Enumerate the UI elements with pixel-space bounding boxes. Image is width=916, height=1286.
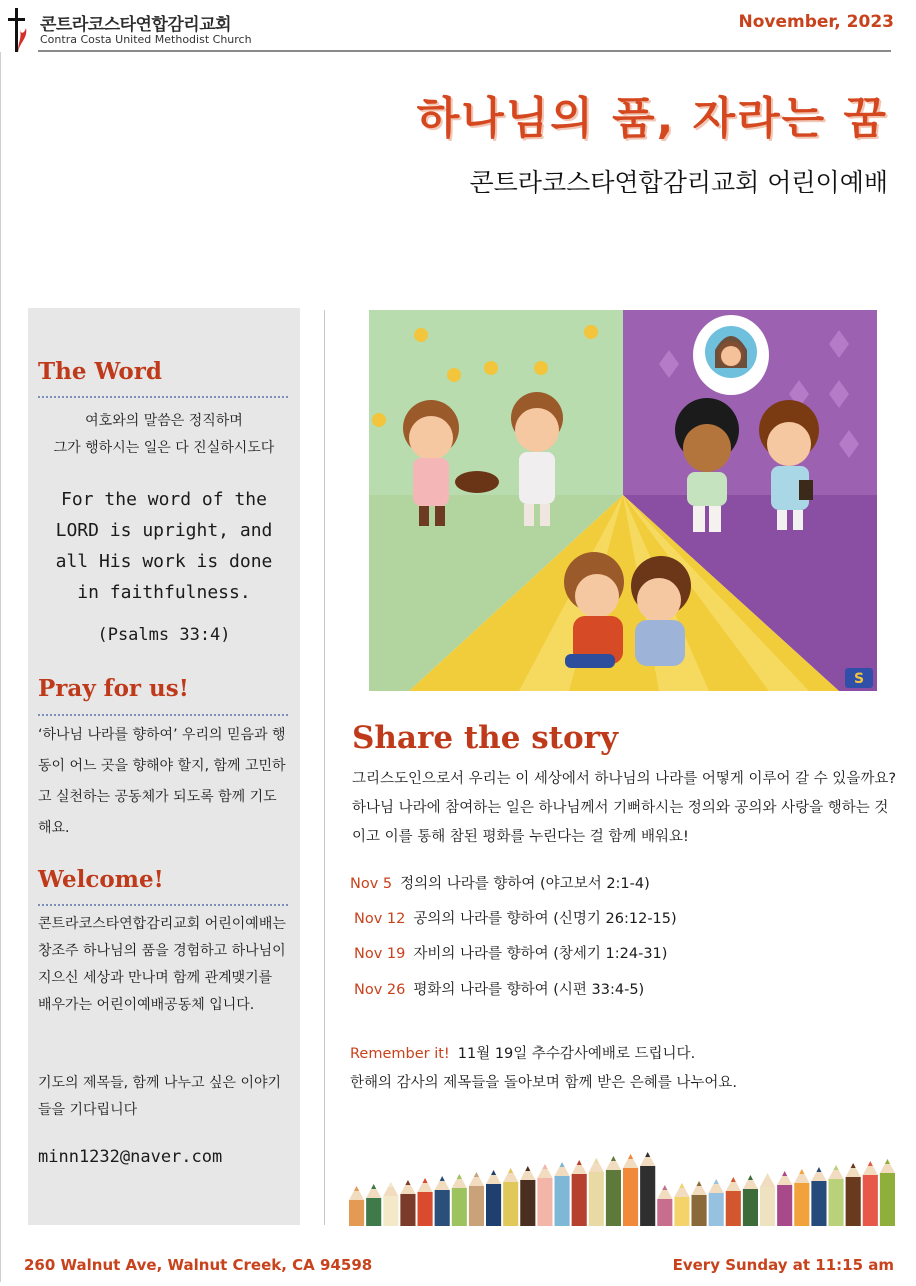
schedule-text: 정의의 나라를 향하여 (야고보서 2:1-4) [400,876,650,892]
pencil-body [366,1198,381,1226]
pencil-lead [525,1166,530,1171]
word-korean-line-1: 여호와의 말씀은 정직하며 [85,413,243,429]
pencil-body [537,1178,552,1226]
pencil-lead [868,1161,873,1166]
share-body: 그리스도인으로서 우리는 이 세상에서 하나님의 나라를 어떻게 이루어 갈 수 있을까요? 하나님 나라에 참여하는 일은 하나님께서 기뻐하시는 정의와 공의와 사랑을 행하는 것이고 이를 통해 참된 평화를 누린다는 걸 함께 배워요! [352,771,897,845]
pencil-lead [816,1167,821,1172]
pencil-body [589,1172,604,1226]
pencil-body [606,1170,621,1226]
illustration-badge: S [853,671,865,687]
children-illustration [369,310,877,691]
schedule-text: 평화의 나라를 향하여 (시편 33:4-5) [413,982,645,998]
word-divider [38,396,288,398]
pencil-lead [679,1183,684,1188]
pencil-body [829,1179,844,1226]
pencil-lead [834,1165,839,1170]
word-korean-line-2: 그가 행하시는 일은 다 진실하시도다 [53,440,275,456]
pencil-body [486,1184,501,1226]
pencil-body [435,1190,450,1226]
pencil-lead [457,1174,462,1179]
pencil-body [657,1199,672,1226]
pencil-lead [611,1156,616,1161]
remember-note [350,1040,898,1098]
welcome-divider [38,904,288,906]
pencil-lead [662,1185,667,1190]
pencil-body [400,1194,415,1226]
share-heading: Share the story [352,720,619,756]
church-name-korean: 콘트라코스타연합감리교회 [40,15,232,35]
pencil-body [623,1168,638,1226]
pencil-lead [799,1169,804,1174]
schedule-text: 공의의 나라를 향하여 (신명기 26:12-15) [413,911,677,927]
pencil-body [794,1183,809,1226]
schedule-date: Nov 19 [354,946,406,962]
pencil-body [777,1185,792,1226]
colored-pencils-decoration [348,1138,896,1226]
pencil-lead [354,1186,359,1191]
left-margin-line [0,52,1,1282]
welcome-invite: 기도의 제목들, 함께 나누고 싶은 이야기들을 기다립니다 [38,1075,282,1118]
remember-label: Remember it! [350,1046,450,1062]
pencil-lead [371,1184,376,1189]
pencil-lead [697,1181,702,1186]
schedule-item [350,872,650,893]
pencil-body [349,1200,364,1226]
welcome-heading: Welcome! [38,866,164,893]
pencil-body [572,1174,587,1226]
pencil-lead [560,1162,565,1167]
pencil-body [709,1193,724,1226]
pencil-lead [851,1163,856,1168]
remember-line-1: 11월 19일 추수감사예배로 드립니다. [457,1046,696,1062]
pencil-body [383,1196,398,1226]
church-address: 260 Walnut Ave, Walnut Creek, CA 94598 [24,1256,373,1274]
pencil-body [469,1186,484,1226]
word-reference: (Psalms 33:4) [97,625,231,645]
pencil-body [726,1191,741,1226]
schedule-date: Nov 12 [354,911,406,927]
pencil-lead [388,1182,393,1187]
pencil-body [743,1189,758,1226]
pray-text: ‘하나님 나라를 향하여’ 우리의 믿음과 행동이 어느 곳을 향해야 할지, 함께 고민하고 실천하는 공동체가 되도록 함께 기도해요. [38,727,286,836]
pencil-body [846,1177,861,1226]
column-divider [324,310,325,1225]
issue-date: November, 2023 [738,12,894,32]
pencil-body [863,1175,878,1226]
schedule-text: 자비의 나라를 향하여 (창세기 1:24-31) [413,946,668,962]
pencil-body [503,1182,518,1226]
cross-flame-icon [6,8,28,52]
pencil-body [452,1188,467,1226]
pencil-body [811,1181,826,1226]
pencil-body [520,1180,535,1226]
service-time: Every Sunday at 11:15 am [672,1256,894,1274]
pencil-body [760,1187,775,1226]
page-title: 하나님의 품, 자라는 꿈 [416,93,888,144]
pencil-body [555,1176,570,1226]
word-korean [38,408,290,462]
schedule-item [354,942,667,963]
page-subtitle: 콘트라코스타연합감리교회 어린이예배 [469,168,888,197]
pencil-lead [594,1158,599,1163]
pencil-lead [628,1154,633,1159]
word-english: For the word of the LORD is upright, and all His work is done in faithfulness. [55,489,273,603]
pencil-lead [714,1179,719,1184]
pencil-lead [508,1168,513,1173]
sidebar [28,308,300,1225]
pencil-lead [765,1173,770,1178]
pencil-body [640,1166,655,1226]
schedule-item [354,907,677,928]
pencil-lead [423,1178,428,1183]
church-name-english: Contra Costa United Methodist Church [40,33,252,46]
schedule-date: Nov 26 [354,982,406,998]
pencil-lead [731,1177,736,1182]
schedule-date: Nov 5 [350,876,393,892]
pencil-lead [748,1175,753,1180]
header-divider [38,50,891,52]
pencil-body [418,1192,433,1226]
remember-line-2: 한해의 감사의 제목들을 돌아보며 함께 받은 은혜를 나누어요. [350,1075,738,1091]
contact-email: minn1232@naver.com [38,1147,223,1167]
pencil-body [674,1197,689,1226]
pencil-lead [440,1176,445,1181]
pencil-lead [645,1152,650,1157]
pencil-body [692,1195,707,1226]
pencil-lead [542,1164,547,1169]
pencil-lead [782,1171,787,1176]
schedule-item [354,978,644,999]
pencil-lead [885,1159,890,1164]
word-heading: The Word [38,358,162,385]
pray-divider [38,714,288,716]
pencil-lead [474,1172,479,1177]
pencil-lead [405,1180,410,1185]
welcome-text: 콘트라코스타연합감리교회 어린이예배는 창조주 하나님의 품을 경험하고 하나님이 지으신 세상과 만나며 함께 관계맺기를 배우가는 어린이예배공동체 입니다. [38,916,286,1013]
pencil-body [880,1173,895,1226]
pray-heading: Pray for us! [38,675,189,702]
pencil-lead [491,1170,496,1175]
pencil-lead [577,1160,582,1165]
